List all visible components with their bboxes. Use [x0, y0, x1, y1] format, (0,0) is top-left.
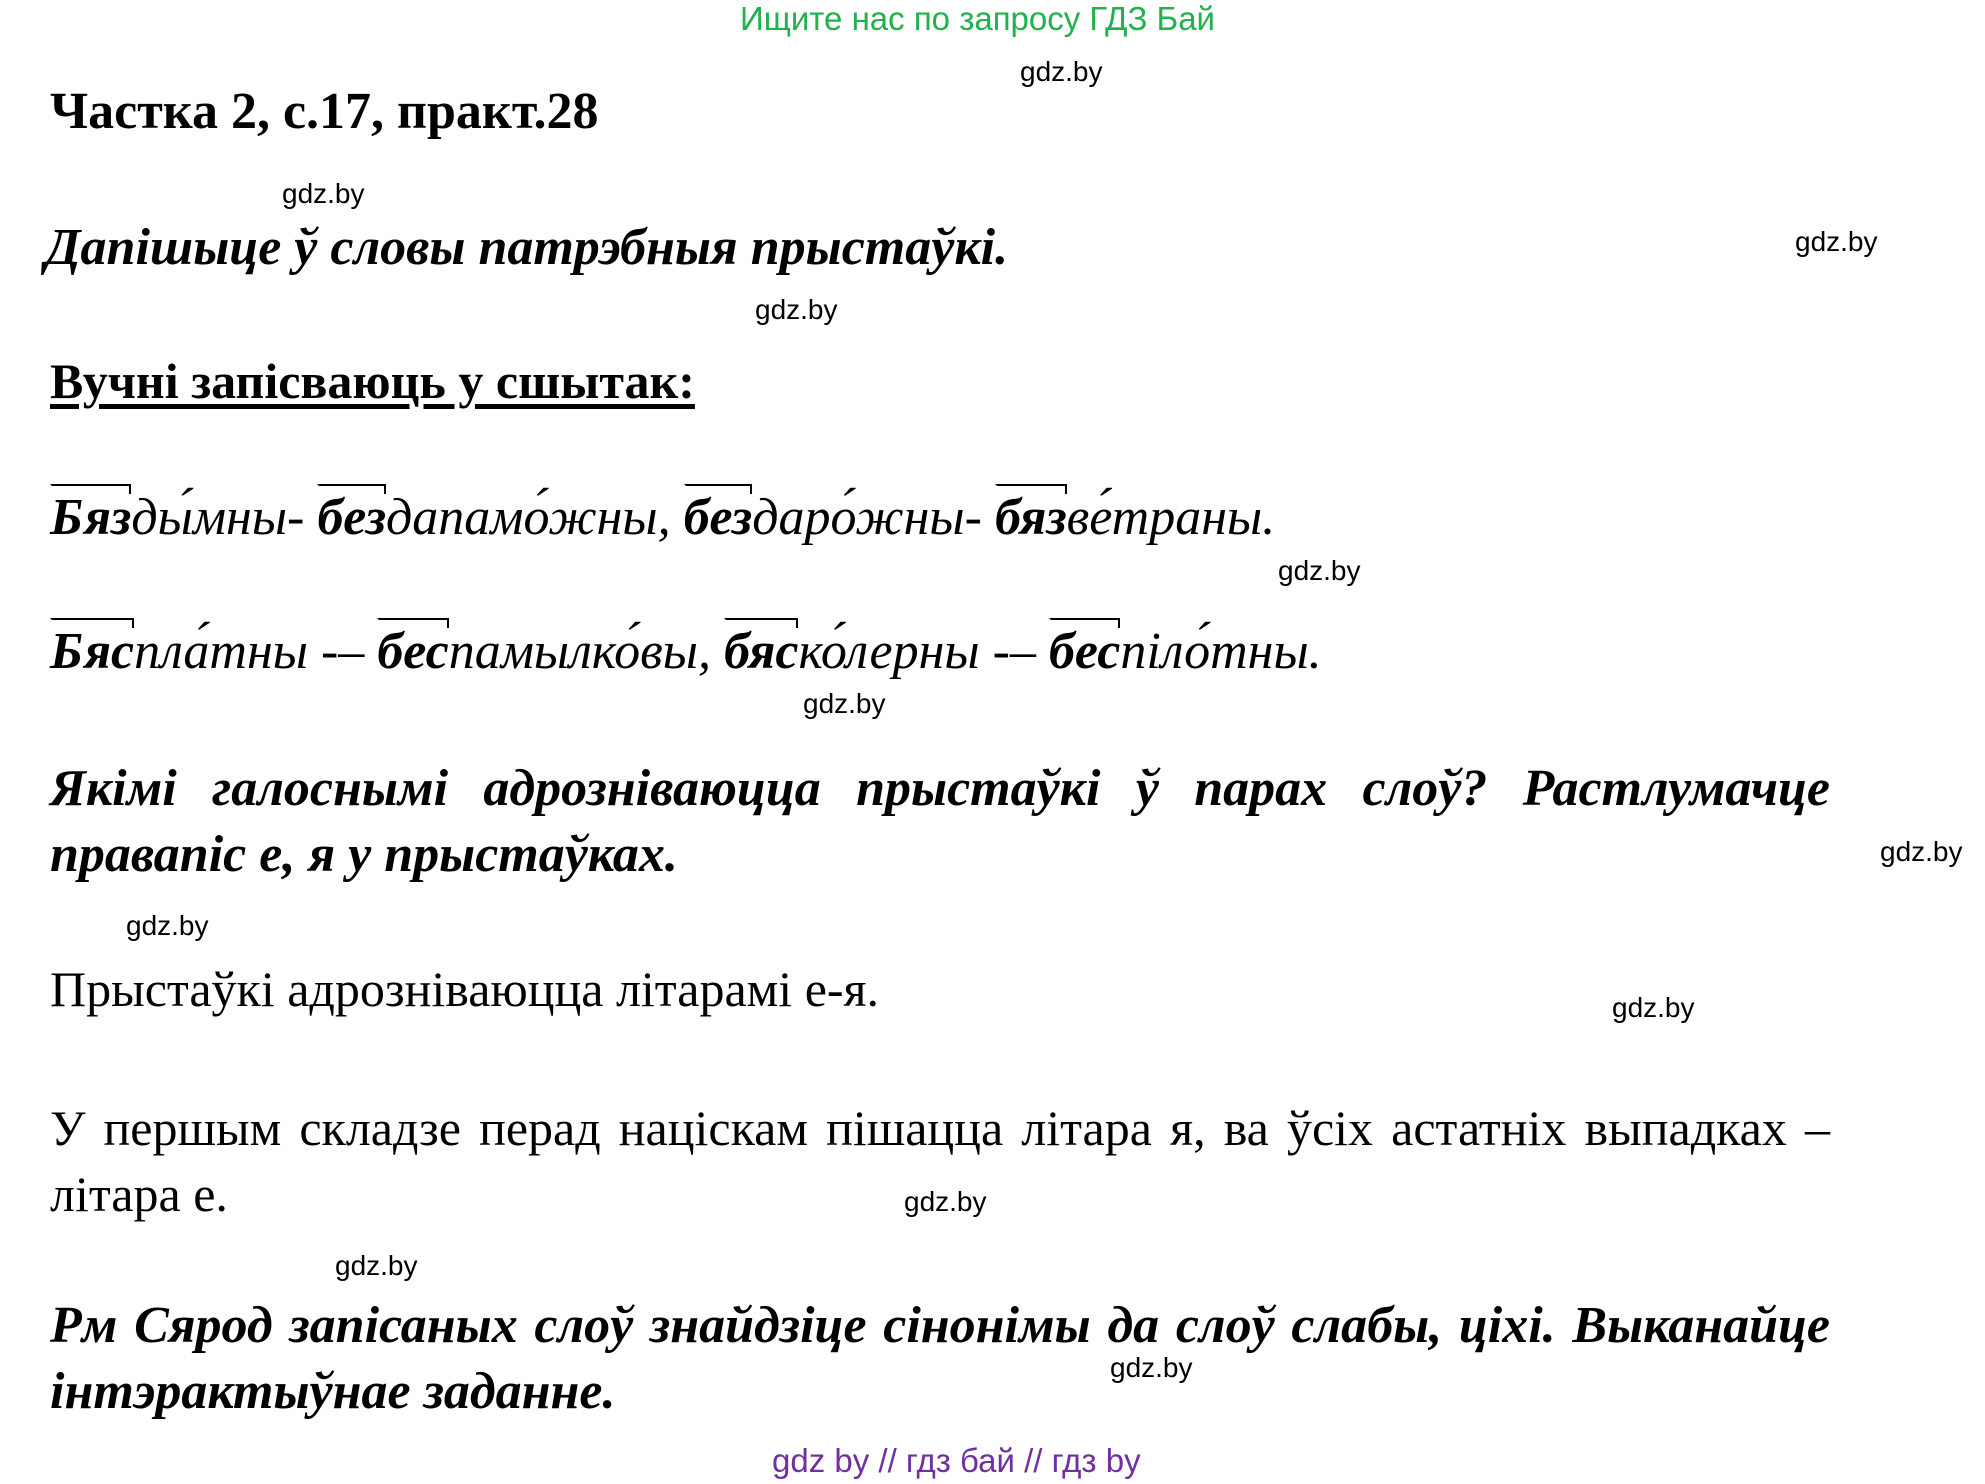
prefix: бес [1048, 623, 1121, 680]
watermark: gdz.by [1278, 555, 1361, 586]
watermark: gdz.by [1020, 56, 1103, 87]
answer-1: Прыстаўкі адрозніваюцца літарамі е-я. [50, 961, 880, 1017]
word-root: ве́траны. [1066, 489, 1276, 546]
word [377, 623, 724, 680]
word [724, 623, 1049, 680]
watermark: gdz.by [755, 294, 838, 325]
watermark: gdz.by [1795, 226, 1878, 257]
section-heading: Вучні запісваюць у сшытак: [50, 353, 695, 409]
footer-links: gdz by // гдз бай // гдз by [772, 1442, 1141, 1479]
prefix: бес [377, 623, 449, 680]
watermark: gdz.by [1880, 836, 1963, 867]
task-instruction-2: Якімі галоснымі адрозніваюцца прыстаўкі ў парах слоў? Растлумачце правапіс е, я у прыстаўках. [50, 760, 1830, 883]
watermark: gdz.by [1110, 1352, 1193, 1383]
word [50, 623, 364, 680]
watermark: gdz.by [904, 1186, 987, 1217]
watermark: gdz.by [1612, 992, 1695, 1023]
task-instruction-3: Рм Сярод запісаных слоў знайдзіце сінонімы да слоў слабы, ціхі. Выканайце інтэрактыўнае заданне. [50, 1297, 1830, 1420]
word-root: ко́лерны -– [798, 623, 1049, 680]
word-root: ды́мны- [131, 489, 318, 546]
word [684, 489, 995, 546]
watermark: gdz.by [126, 910, 209, 941]
prefix: бяз [994, 489, 1067, 546]
page-title: Частка 2, с.17, практ.28 [50, 83, 599, 140]
word-root: памылко́вы, [448, 623, 724, 680]
task-instruction-1: Дапішыце ў словы патрэбныя прыстаўкі. [45, 219, 1009, 276]
search-banner: Ищите нас по запросу ГДЗ Бай [740, 0, 1215, 37]
word-line-1 [50, 488, 1275, 547]
prefix: без [317, 489, 386, 546]
prefix: Бяз [50, 489, 132, 546]
prefix: без [683, 489, 753, 546]
word [1049, 623, 1322, 680]
word [995, 489, 1275, 546]
watermark: gdz.by [282, 178, 365, 209]
word [50, 489, 317, 546]
prefix: Бяс [50, 623, 135, 680]
prefix: бяс [723, 623, 799, 680]
word-root: піло́тны. [1120, 623, 1322, 680]
word [317, 489, 683, 546]
word-line-2 [50, 622, 1322, 681]
word-root: пла́тны -– [134, 623, 365, 680]
answer-2: У першым складзе перад націскам пішацца літара я, ва ўсіх астатніх выпадках – літара е. [50, 1100, 1830, 1222]
watermark: gdz.by [803, 688, 886, 719]
word-root: даро́жны- [752, 489, 995, 546]
word-root: дапамо́жны, [386, 489, 684, 546]
watermark: gdz.by [335, 1250, 418, 1281]
